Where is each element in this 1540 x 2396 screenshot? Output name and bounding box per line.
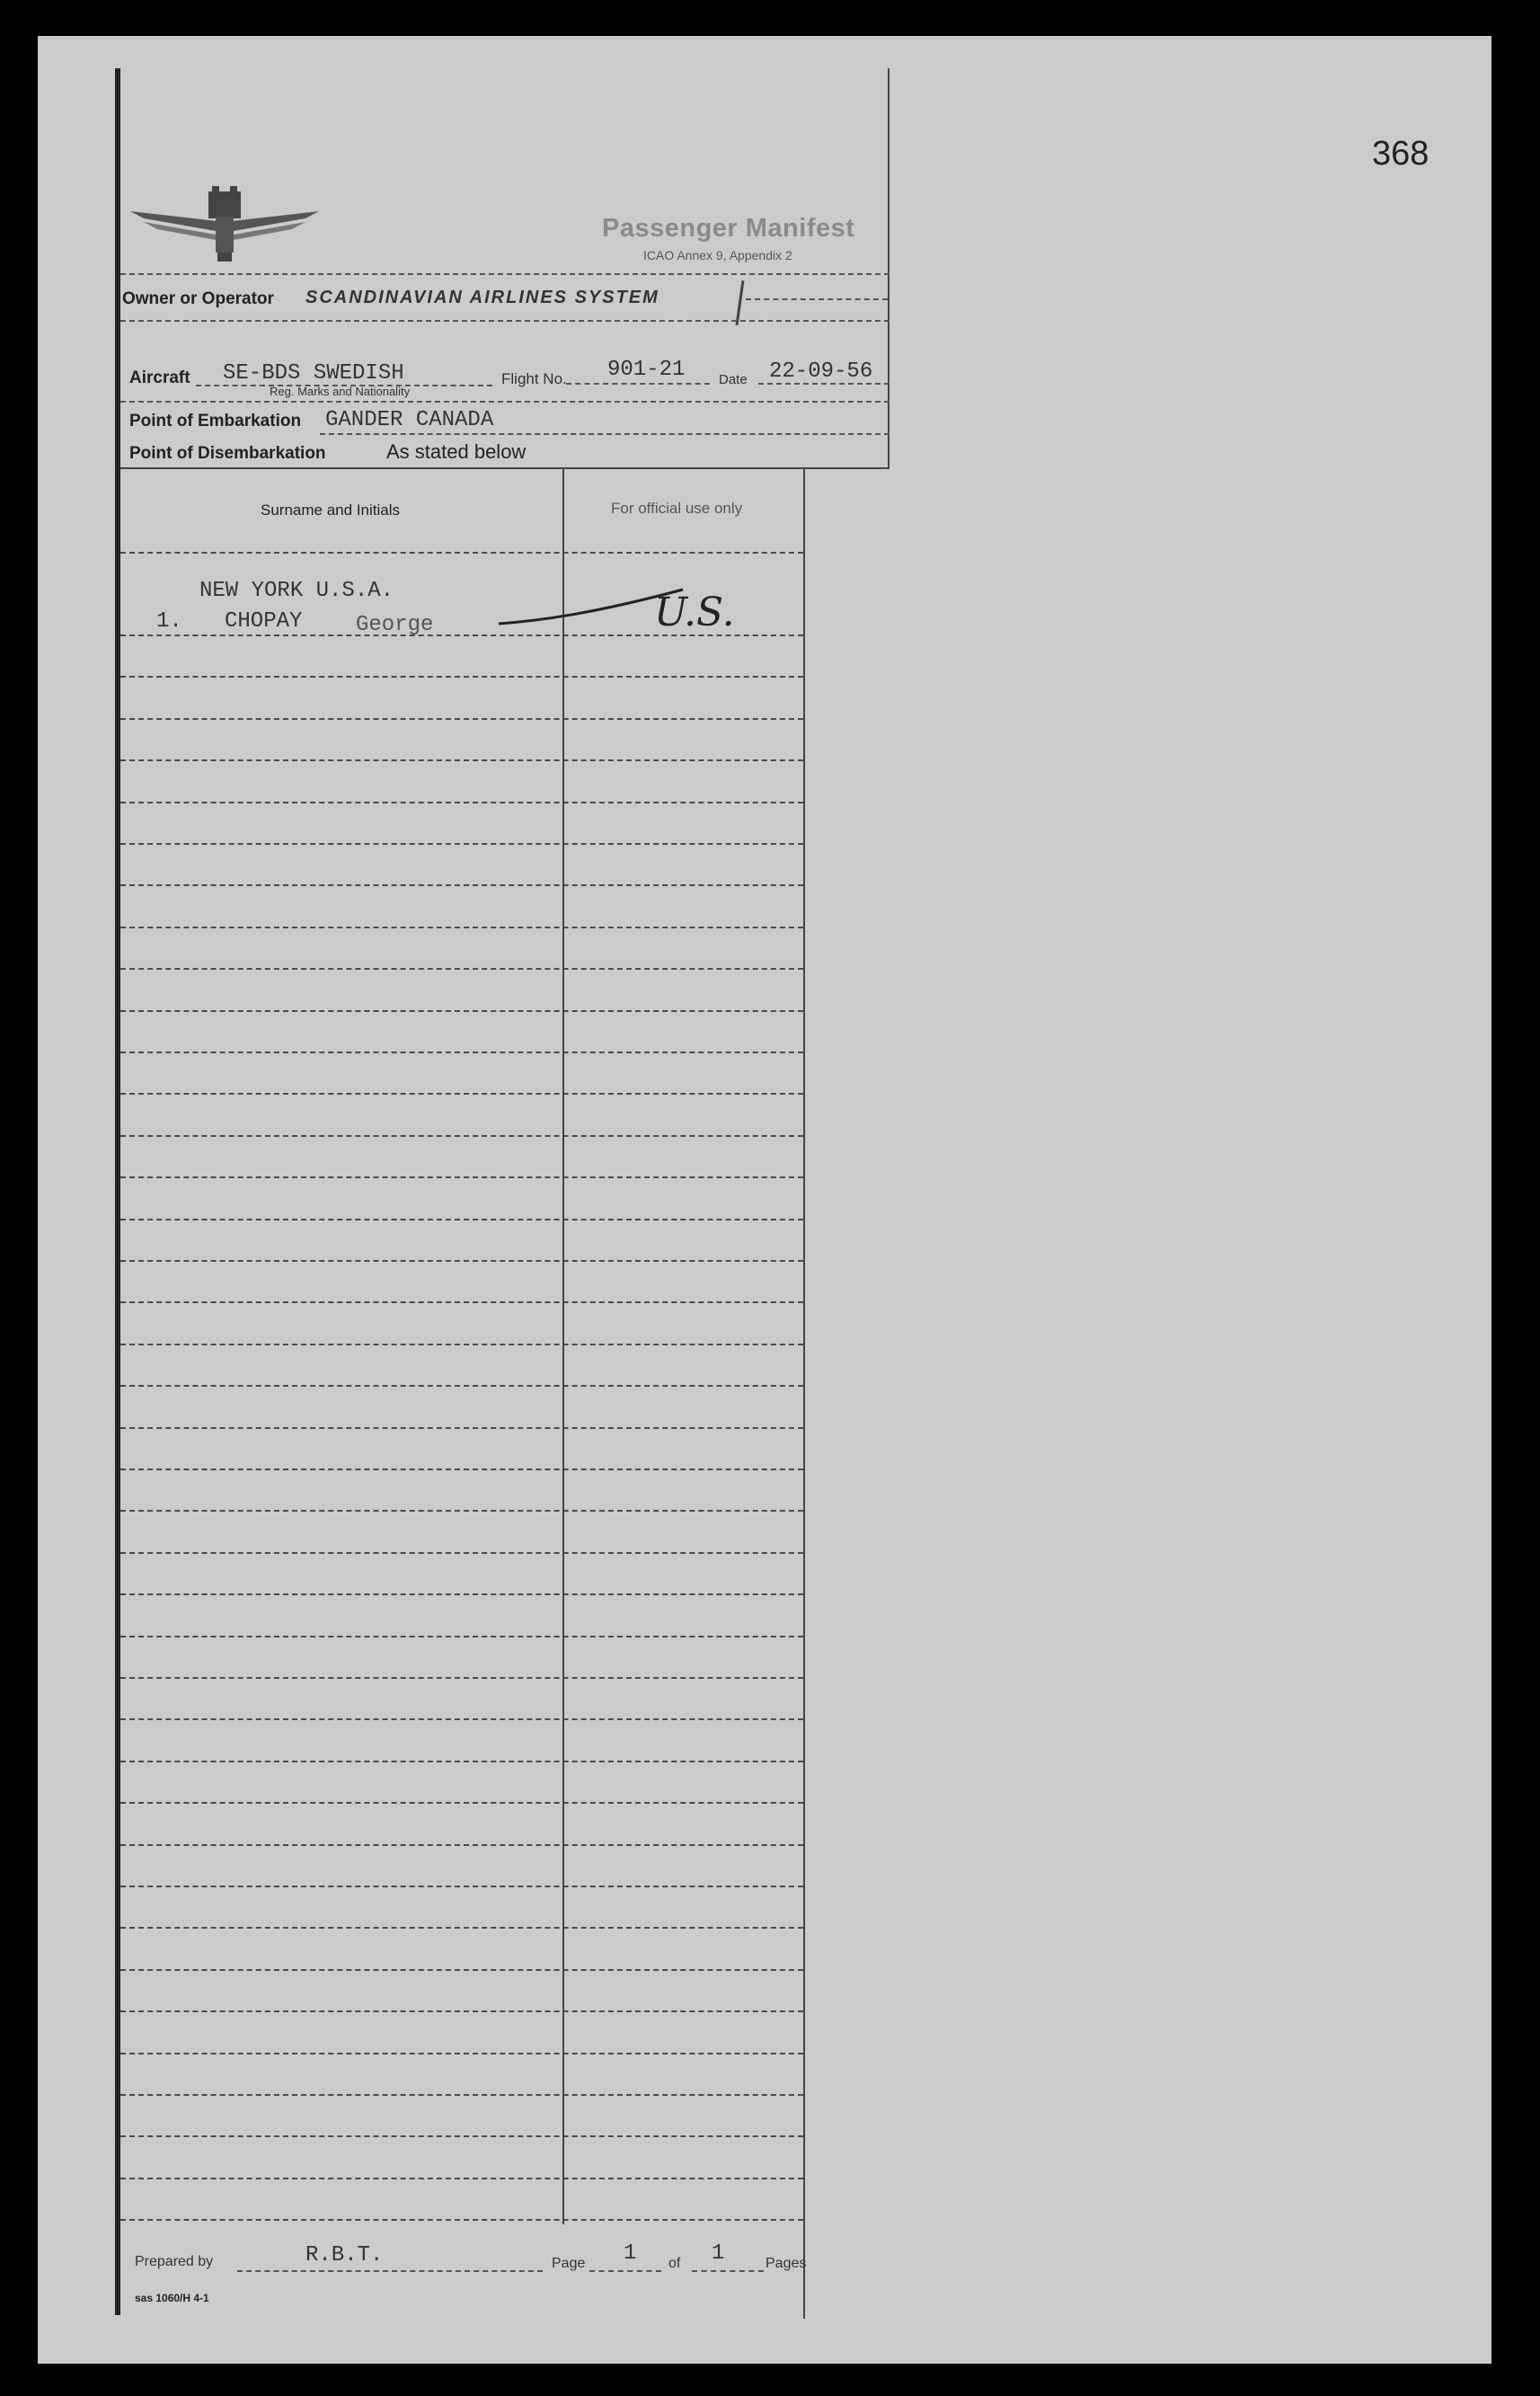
manifest-subtitle: ICAO Annex 9, Appendix 2 xyxy=(643,248,792,262)
passenger-number: 1. xyxy=(156,609,182,634)
table-row-line xyxy=(120,1510,803,1512)
table-row-line xyxy=(120,927,803,928)
table-row-line xyxy=(120,1677,803,1679)
manifest-title: Passenger Manifest xyxy=(602,214,855,243)
header-right-border xyxy=(888,68,889,469)
table-row-line xyxy=(120,676,803,678)
table-row-line xyxy=(120,1927,803,1929)
table-row-line xyxy=(120,1886,803,1887)
table-row-line xyxy=(120,1761,803,1762)
table-row-line xyxy=(120,884,803,886)
pages-label: Pages xyxy=(766,2256,807,2271)
disembark-label: Point of Disembarkation xyxy=(129,444,326,463)
flight-value: 901-21 xyxy=(607,358,686,382)
airline-logo-icon xyxy=(126,184,323,265)
of-label: of xyxy=(668,2256,681,2271)
of-value: 1 xyxy=(712,2241,725,2266)
table-row-line xyxy=(120,1844,803,1846)
page-number: 368 xyxy=(1372,135,1429,173)
owner-line-extension xyxy=(746,298,888,300)
page-value: 1 xyxy=(624,2241,637,2266)
table-row-line xyxy=(120,1385,803,1387)
table-row-line xyxy=(120,1552,803,1554)
official-column-header: For official use only xyxy=(611,500,743,517)
owner-label: Owner or Operator xyxy=(122,289,274,308)
table-row-line xyxy=(120,968,803,970)
prepared-label: Prepared by xyxy=(135,2254,214,2269)
form-code: sas 1060/H 4-1 xyxy=(135,2292,209,2304)
table-row-line xyxy=(120,1636,803,1637)
table-row-line xyxy=(120,1093,803,1095)
table-row-line xyxy=(120,1593,803,1595)
aircraft-label: Aircraft xyxy=(129,368,190,387)
flight-label: Flight No. xyxy=(501,370,567,387)
owner-value: SCANDINAVIAN AIRLINES SYSTEM xyxy=(305,288,659,307)
header-divider xyxy=(120,273,889,275)
table-row-line xyxy=(120,1135,803,1137)
of-line xyxy=(692,2270,764,2272)
prepared-value: R.B.T. xyxy=(305,2243,384,2267)
left-border xyxy=(115,68,120,2315)
table-row-line xyxy=(120,802,803,803)
aircraft-row-divider xyxy=(120,401,889,403)
header-bottom-border xyxy=(120,467,889,469)
page-line xyxy=(589,2270,661,2272)
table-right-border xyxy=(803,467,805,2319)
table-row-line xyxy=(120,1301,803,1303)
table-row-line xyxy=(120,1344,803,1345)
table-row-line xyxy=(120,2053,803,2054)
date-line xyxy=(758,383,889,385)
table-row-line xyxy=(120,1969,803,1971)
table-row-line xyxy=(120,2178,803,2179)
table-row-line xyxy=(120,1427,803,1429)
owner-row-divider xyxy=(120,320,889,322)
date-value: 22-09-56 xyxy=(769,359,873,384)
table-row-line xyxy=(120,1718,803,1720)
page-label: Page xyxy=(552,2256,586,2271)
prepared-line xyxy=(237,2270,543,2272)
table-row-line xyxy=(120,1052,803,1053)
passenger-surname: CHOPAY xyxy=(225,609,303,634)
table-row-line xyxy=(120,759,803,761)
surname-column-header: Surname and Initials xyxy=(261,501,400,519)
table-row-line xyxy=(120,2219,803,2221)
table-row-line xyxy=(120,843,803,845)
table-row-line xyxy=(120,1802,803,1804)
table-row-line xyxy=(120,1176,803,1178)
embark-value: GANDER CANADA xyxy=(325,408,494,432)
date-label: Date xyxy=(719,372,748,387)
table-row-line xyxy=(120,1219,803,1220)
table-row-line xyxy=(120,1010,803,1012)
table-row-line xyxy=(120,718,803,720)
passenger-given-name: George xyxy=(356,613,434,637)
column-header-divider xyxy=(120,552,803,554)
embark-line xyxy=(320,433,889,435)
table-row-line xyxy=(120,2010,803,2012)
table-row-line xyxy=(120,634,803,636)
table-row-line xyxy=(120,2094,803,2096)
table-row-line xyxy=(120,2135,803,2137)
embark-label: Point of Embarkation xyxy=(129,412,302,430)
destination-text: NEW YORK U.S.A. xyxy=(199,579,394,603)
table-row-line xyxy=(120,1260,803,1262)
reg-marks-label: Reg. Marks and Nationality xyxy=(270,385,411,398)
aircraft-value: SE-BDS SWEDISH xyxy=(223,361,404,386)
flight-line xyxy=(566,383,710,385)
disembark-value: As stated below xyxy=(386,440,527,463)
column-divider xyxy=(562,467,564,2224)
official-entry: U.S. xyxy=(654,590,735,635)
table-row-line xyxy=(120,1469,803,1470)
